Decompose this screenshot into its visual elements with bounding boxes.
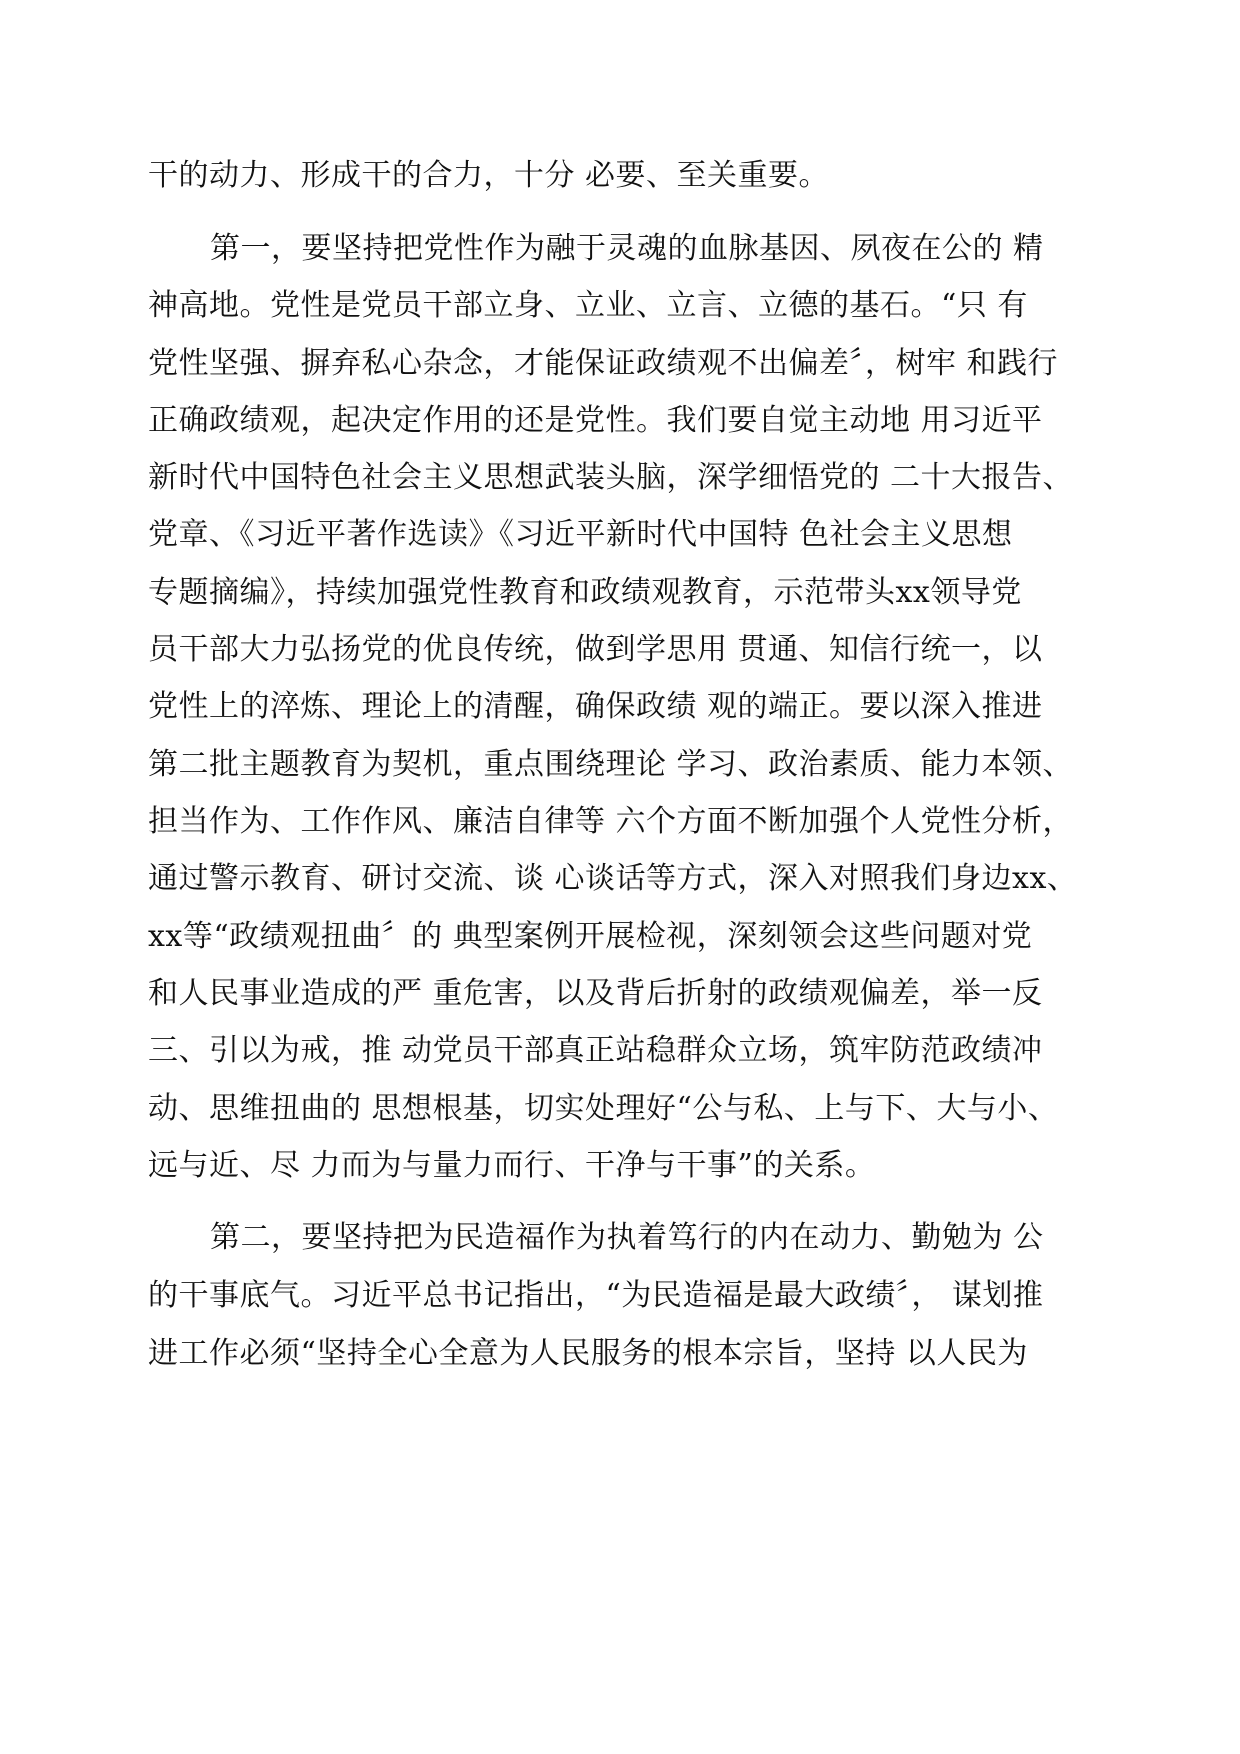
paragraph-line: 进工作必须“坚持全心全意为人民服务的根本宗旨，坚持 以人民为: [148, 1336, 1028, 1371]
paragraph-line: 通过警示教育、研讨交流、谈 心谈话等方式，深入对照我们身边xx、: [148, 861, 1078, 896]
paragraph-line: xx等“政绩观扭曲〞的 典型案例开展检视，深刻领会这些问题对党: [148, 919, 1033, 954]
paragraph-line: 第一，要坚持把党性作为融于灵魂的血脉基因、夙夜在公的 精: [210, 231, 1044, 266]
paragraph-line: 专题摘编》，持续加强党性教育和政绩观教育，示范带头xx领导党: [148, 575, 1022, 610]
paragraph-line: 第二批主题教育为契机，重点围绕理论 学习、政治素质、能力本领、: [148, 747, 1074, 782]
paragraph-line: 的干事底气。习近平总书记指出，“为民造福是最大政绩〞， 谋划推: [148, 1278, 1044, 1313]
paragraph-line: 新时代中国特色社会主义思想武装头脑，深学细悟党的 二十大报告、: [148, 460, 1074, 495]
paragraph-line: 党章、《习近平著作选读》《习近平新时代中国特 色社会主义思想: [148, 517, 1013, 552]
paragraph-line: 党性坚强、摒弃私心杂念，才能保证政绩观不出偏差〞，树牢 和践行: [148, 346, 1059, 381]
paragraph-line: 员干部大力弘扬党的优良传统，做到学思用 贯通、知信行统一，以: [148, 632, 1043, 667]
paragraph-line: 正确政绩观，起决定作用的还是党性。我们要自觉主动地 用习近平: [148, 403, 1043, 438]
paragraph-line: 党性上的淬炼、理论上的清醒，确保政绩 观的端正。要以深入推进: [148, 689, 1043, 724]
paragraph-line: 担当作为、工作作风、廉洁自律等 六个方面不断加强个人党性分析，: [148, 804, 1074, 839]
paragraph-line: 第二，要坚持把为民造福作为执着笃行的内在动力、勤勉为 公: [210, 1220, 1044, 1255]
paragraph-line: 干的动力、形成干的合力，十分 必要、至关重要。: [148, 158, 830, 193]
paragraph-line: 动、思维扭曲的 思想根基，切实处理好“公与私、上与下、大与小、: [148, 1091, 1059, 1126]
paragraph-line: 神高地。党性是党员干部立身、立业、立言、立德的基石。“只 有: [148, 288, 1028, 323]
paragraph-line: 远与近、尽 力而为与量力而行、干净与干事”的关系。: [148, 1148, 876, 1183]
paragraph-line: 和人民事业造成的严 重危害，以及背后折射的政绩观偏差，举一反: [148, 976, 1043, 1011]
paragraph-line: 三、引以为戒，推 动党员干部真正站稳群众立场，筑牢防范政绩冲: [148, 1033, 1043, 1068]
